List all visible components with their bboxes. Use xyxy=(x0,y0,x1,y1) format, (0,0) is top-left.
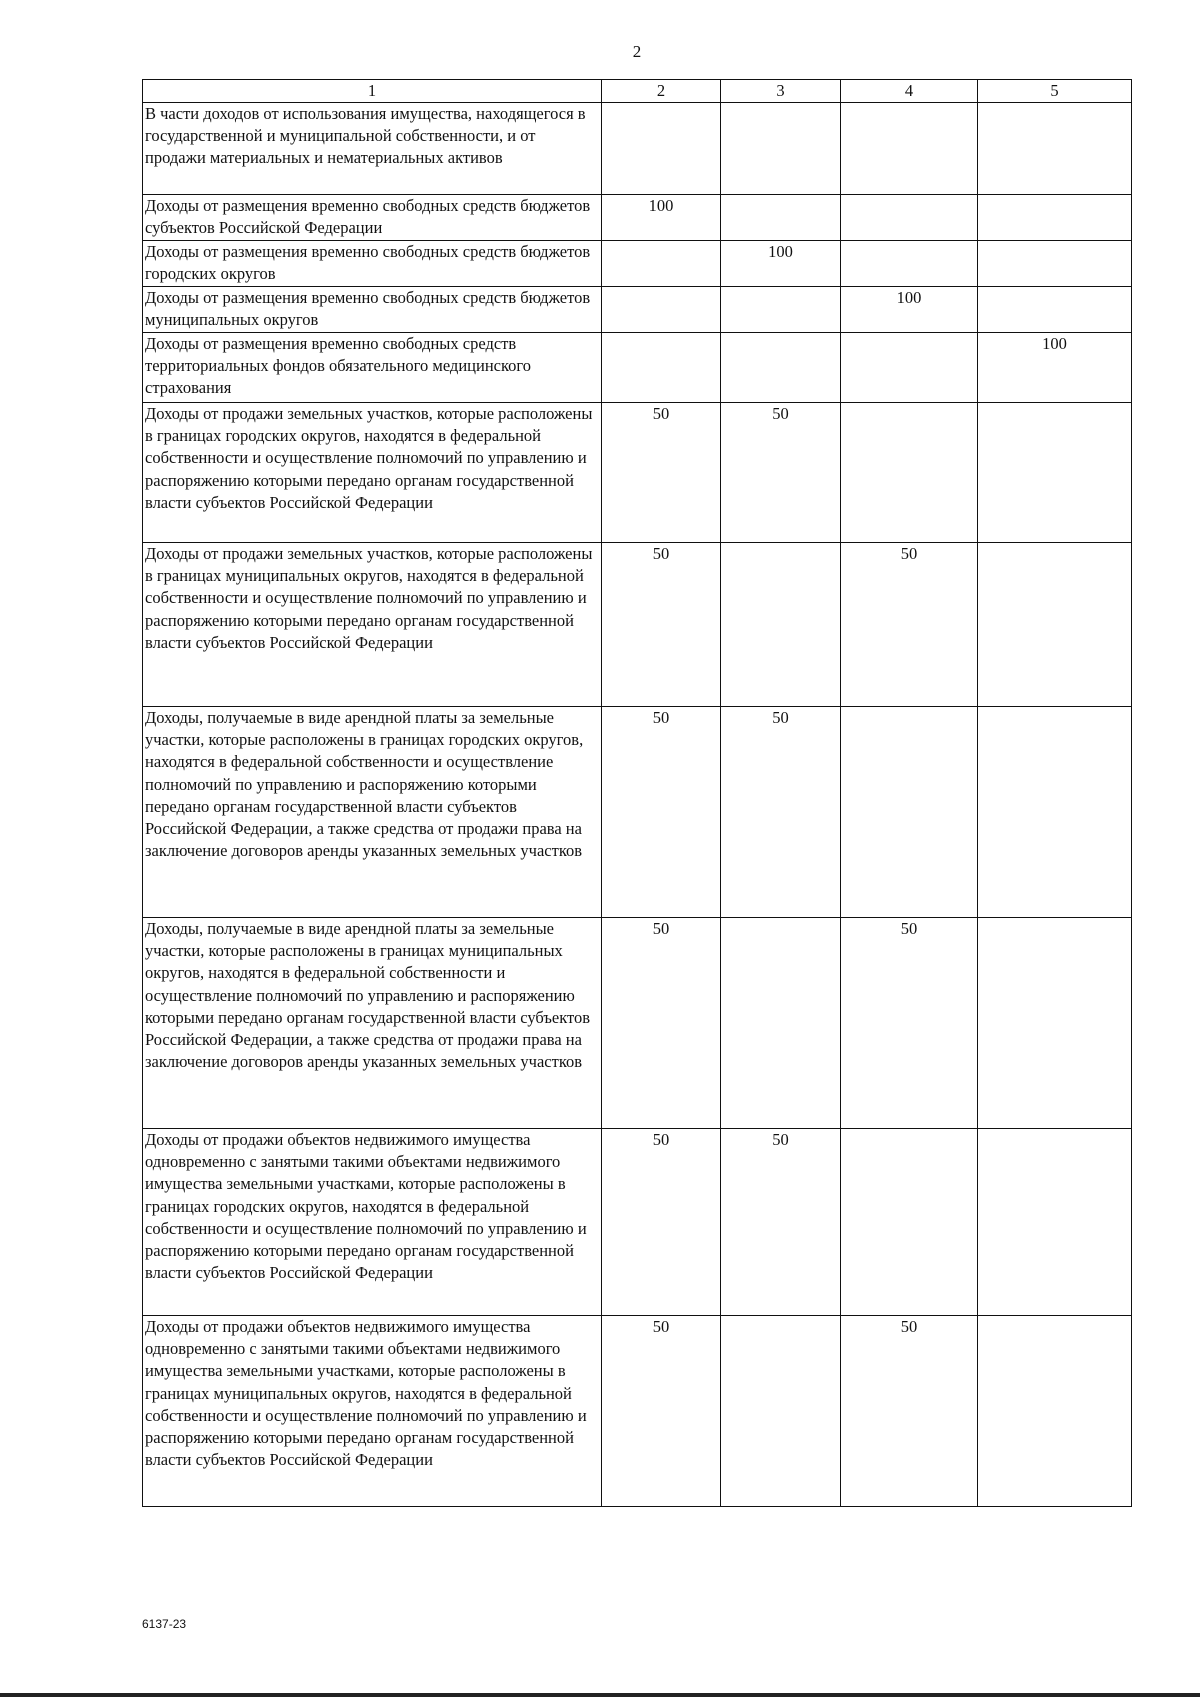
row-value-col-4 xyxy=(841,241,978,287)
row-value-col-4 xyxy=(841,195,978,241)
header-col-5: 5 xyxy=(978,80,1132,103)
document-code: 6137-23 xyxy=(142,1617,187,1631)
row-value-col-4: 50 xyxy=(841,918,978,1129)
table-row xyxy=(143,1129,1132,1316)
row-value-col-3: 50 xyxy=(721,707,841,918)
row-value-col-3: 50 xyxy=(721,403,841,543)
row-value-col-2: 100 xyxy=(602,195,721,241)
row-value-col-2: 50 xyxy=(602,707,721,918)
row-value-col-3 xyxy=(721,195,841,241)
row-value-col-4 xyxy=(841,1129,978,1316)
row-value-col-5 xyxy=(978,1316,1132,1507)
row-description: Доходы от продажи земельных участков, которые расположены в границах городских округов, находятся в федеральной собственности и осуществление полномочий по управлению и распоряжению которыми передано органам государственной власти субъектов Российской Федерации xyxy=(143,403,602,543)
row-value-col-4: 50 xyxy=(841,543,978,707)
row-value-col-2: 50 xyxy=(602,543,721,707)
row-value-col-5 xyxy=(978,287,1132,333)
row-value-col-5 xyxy=(978,707,1132,918)
row-value-col-2: 50 xyxy=(602,403,721,543)
row-value-col-2: 50 xyxy=(602,918,721,1129)
header-col-2: 2 xyxy=(602,80,721,103)
row-description: Доходы от размещения временно свободных средств бюджетов муниципальных округов xyxy=(143,287,602,333)
row-value-col-4: 50 xyxy=(841,1316,978,1507)
table-row xyxy=(143,707,1132,918)
row-value-col-3 xyxy=(721,918,841,1129)
row-value-col-5 xyxy=(978,918,1132,1129)
row-value-col-4 xyxy=(841,403,978,543)
row-description: Доходы от продажи земельных участков, которые расположены в границах муниципальных округов, находятся в федеральной собственности и осуществление полномочий по управлению и распоряжению которыми передано органам государственной власти субъектов Российской Федерации xyxy=(143,543,602,707)
table-row xyxy=(143,543,1132,707)
row-value-col-5 xyxy=(978,1129,1132,1316)
row-value-col-2: 50 xyxy=(602,1316,721,1507)
row-description: Доходы от размещения временно свободных средств бюджетов городских округов xyxy=(143,241,602,287)
row-value-col-3 xyxy=(721,103,841,195)
row-value-col-4: 100 xyxy=(841,287,978,333)
row-value-col-5 xyxy=(978,103,1132,195)
row-description: Доходы от продажи объектов недвижимого имущества одновременно с занятыми такими объектами недвижимого имущества земельными участками, которые расположены в границах городских округов, находятся в федеральной собственности и осуществление полномочий по управлению и распоряжению которыми передано органам государственной власти субъектов Российской Федерации xyxy=(143,1129,602,1316)
table-row xyxy=(143,195,1132,241)
row-description: В части доходов от использования имущества, находящегося в государственной и муниципальной собственности, и от продажи материальных и нематериальных активов xyxy=(143,103,602,195)
row-description: Доходы, получаемые в виде арендной платы за земельные участки, которые расположены в границах городских округов, находятся в федеральной собственности и осуществление полномочий по управлению и распоряжению которыми передано органам государственной власти субъектов Российской Федерации, а также средства от продажи права на заключение договоров аренды указанных земельных участков xyxy=(143,707,602,918)
table-row xyxy=(143,333,1132,403)
row-value-col-3: 100 xyxy=(721,241,841,287)
row-description: Доходы от размещения временно свободных средств территориальных фондов обязательного медицинского страхования xyxy=(143,333,602,403)
row-value-col-5: 100 xyxy=(978,333,1132,403)
row-value-col-2: 50 xyxy=(602,1129,721,1316)
row-value-col-2 xyxy=(602,287,721,333)
header-col-3: 3 xyxy=(721,80,841,103)
row-description: Доходы от размещения временно свободных средств бюджетов субъектов Российской Федерации xyxy=(143,195,602,241)
header-row xyxy=(143,80,1132,103)
row-value-col-2 xyxy=(602,333,721,403)
row-description: Доходы от продажи объектов недвижимого имущества одновременно с занятыми такими объектами недвижимого имущества земельными участками, которые расположены в границах муниципальных округов, находятся в федеральной собственности и осуществление полномочий по управлению и распоряжению которыми передано органам государственной власти субъектов Российской Федерации xyxy=(143,1316,602,1507)
header-col-4: 4 xyxy=(841,80,978,103)
row-value-col-4 xyxy=(841,707,978,918)
table-row xyxy=(143,1316,1132,1507)
row-value-col-3 xyxy=(721,543,841,707)
scan-edge-divider xyxy=(0,1693,1200,1697)
row-value-col-5 xyxy=(978,403,1132,543)
row-value-col-3 xyxy=(721,1316,841,1507)
table-row xyxy=(143,918,1132,1129)
page-number: 2 xyxy=(632,42,642,61)
row-value-col-2 xyxy=(602,241,721,287)
table-row xyxy=(143,241,1132,287)
table-row xyxy=(143,103,1132,195)
row-value-col-4 xyxy=(841,333,978,403)
revenue-distribution-table xyxy=(142,79,1132,1507)
table-row xyxy=(143,287,1132,333)
row-value-col-3 xyxy=(721,287,841,333)
row-value-col-5 xyxy=(978,195,1132,241)
header-col-1: 1 xyxy=(143,80,602,103)
table-row xyxy=(143,403,1132,543)
row-value-col-5 xyxy=(978,241,1132,287)
row-value-col-5 xyxy=(978,543,1132,707)
row-value-col-2 xyxy=(602,103,721,195)
row-value-col-4 xyxy=(841,103,978,195)
row-value-col-3: 50 xyxy=(721,1129,841,1316)
row-description: Доходы, получаемые в виде арендной платы за земельные участки, которые расположены в границах муниципальных округов, находятся в федеральной собственности и осуществление полномочий по управлению и распоряжению которыми передано органам государственной власти субъектов Российской Федерации, а также средства от продажи права на заключение договоров аренды указанных земельных участков xyxy=(143,918,602,1129)
row-value-col-3 xyxy=(721,333,841,403)
